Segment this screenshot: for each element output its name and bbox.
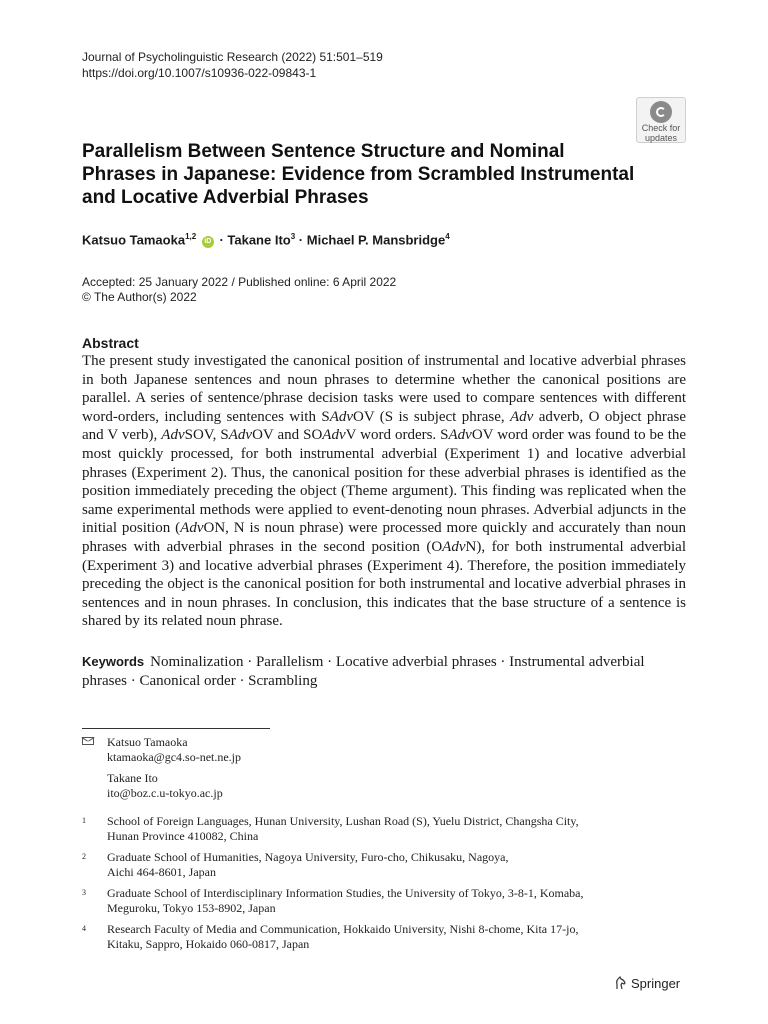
affiliation-line: Kitaku, Sappro, Hokaido 060-0817, Japan <box>107 937 310 951</box>
affiliation-line: Aichi 464-8601, Japan <box>107 865 216 879</box>
envelope-icon <box>82 737 94 745</box>
correspondence-name: Katsuo Tamaoka <box>107 735 188 749</box>
abstract-text: N), for both instrumental adverbial (Experiment 3) and locative adverbial phrases (Experiment 4). Therefore, the position immediately preceding the object is the canonical position for both instrumental and locative adverbial phrases in sentences and in noun phrases. In conclusion, this indicates that the base structure of a sentence is shared by its related noun phrase. <box>82 538 686 630</box>
abstract-italic: Adv <box>322 427 346 444</box>
orcid-icon[interactable]: iD <box>202 236 214 248</box>
publication-dates: Accepted: 25 January 2022 / Published online: 6 April 2022 <box>82 275 397 289</box>
journal-citation: Journal of Psycholinguistic Research (2022) 51:501–519 <box>82 50 383 64</box>
abstract-text: adverb, O object phrase and V verb), <box>82 408 687 444</box>
abstract-text: OV word order was found to be the most quickly processed, for both instrumental adverbial (Experiment 1) and locative adverbial phrases (Experiment 2). Thus, the canonical position for these adverbial phrases is identified as the position immediately preceding the object (Theme argument). This finding was replicated when the same experimental methods were applied to event-denoting noun phrases. Adverbial adjuncts in the initial position ( <box>82 427 687 537</box>
affiliation-line: Graduate School of Interdisciplinary Information Studies, the University of Tokyo, 3-8-1, Komaba, <box>107 886 584 900</box>
author-separator: · <box>295 232 307 248</box>
abstract-heading: Abstract <box>82 335 139 351</box>
author-name: Takane Ito <box>227 232 291 248</box>
abstract-text: The present study investigated the canonical position of instrumental and locative adverbial phrases in both Japanese sentences and noun phrases to determine whether the canonical positions are parallel. A series of sentence/phrase decision tasks were used to compare sentences with different word-orders, including sentences with S <box>82 353 686 425</box>
affiliation-line: Graduate School of Humanities, Nagoya University, Furo-cho, Chikusaku, Nagoya, <box>107 850 509 864</box>
footnote-divider <box>82 728 270 729</box>
abstract-italic: Adv <box>161 427 185 444</box>
correspondence-email[interactable]: ito@boz.c.u-tokyo.ac.jp <box>107 786 223 800</box>
author-affiliation-marker: 3 <box>290 232 296 241</box>
abstract-italic: Adv <box>510 408 534 425</box>
affiliation-number: 4 <box>82 924 86 933</box>
publisher-name: Springer <box>631 976 681 991</box>
abstract-italic: Adv <box>180 520 204 537</box>
badge-line2: updates <box>644 133 678 143</box>
abstract-italic: Adv <box>442 538 466 555</box>
keywords-section <box>82 653 686 690</box>
abstract-text: OV (S is subject phrase, <box>353 408 510 425</box>
abstract-italic: Adv <box>448 427 472 444</box>
check-for-updates-icon <box>650 101 672 123</box>
keywords-label: Keywords <box>82 654 145 669</box>
publisher-logo <box>614 976 680 991</box>
affiliation-line: School of Foreign Languages, Hunan University, Lushan Road (S), Yuelu District, Changsha City, <box>107 814 579 828</box>
author-name: Michael P. Mansbridge <box>306 232 446 248</box>
abstract-italic: Adv <box>329 408 354 425</box>
check-for-updates-badge[interactable] <box>636 97 686 143</box>
abstract-text: SOV, S <box>184 427 229 444</box>
correspondence-name: Takane Ito <box>107 771 158 785</box>
title-line: Parallelism Between Sentence Structure and Nominal <box>82 141 565 162</box>
abstract-italic: Adv <box>228 427 253 444</box>
keywords-list: Nominalization · Parallelism · Locative adverbial phrases · Instrumental adverbial phrases · Canonical order · Scrambling <box>82 654 645 689</box>
badge-line1: Check for <box>641 123 681 133</box>
author-name: Katsuo Tamaoka <box>82 232 186 248</box>
correspondence-email[interactable]: ktamaoka@gc4.so-net.ne.jp <box>107 750 242 764</box>
title-line: and Locative Adverbial Phrases <box>82 187 369 208</box>
springer-horse-icon <box>614 976 627 990</box>
affiliation-number: 2 <box>82 852 86 861</box>
abstract-text: V word orders. S <box>345 427 449 444</box>
title-line: Phrases in Japanese: Evidence from Scrambled Instrumental <box>82 164 635 185</box>
affiliation-line: Hunan Province 410082, China <box>107 829 259 843</box>
paper-title <box>82 140 662 209</box>
author-separator: · <box>215 232 228 248</box>
abstract-text: OV and SO <box>252 427 323 444</box>
abstract-text: ON, N is noun phrase) were processed more quickly and accurately than noun phrases with adverbial phrases in the second position (O <box>82 520 686 555</box>
abstract-body <box>82 352 686 631</box>
affiliation-line: Meguroku, Tokyo 153-8902, Japan <box>107 901 276 915</box>
copyright-notice: © The Author(s) 2022 <box>82 290 197 304</box>
affiliation-number: 1 <box>82 816 86 825</box>
affiliation-number: 3 <box>82 888 86 897</box>
author-affiliation-marker: 1,2 <box>185 232 197 241</box>
author-affiliation-marker: 4 <box>445 232 450 241</box>
affiliation-line: Research Faculty of Media and Communication, Hokkaido University, Nishi 8-chome, Kita 17-jo, <box>107 922 579 936</box>
author-list <box>82 232 450 248</box>
doi-link[interactable]: https://doi.org/10.1007/s10936-022-09843-1 <box>82 66 317 80</box>
